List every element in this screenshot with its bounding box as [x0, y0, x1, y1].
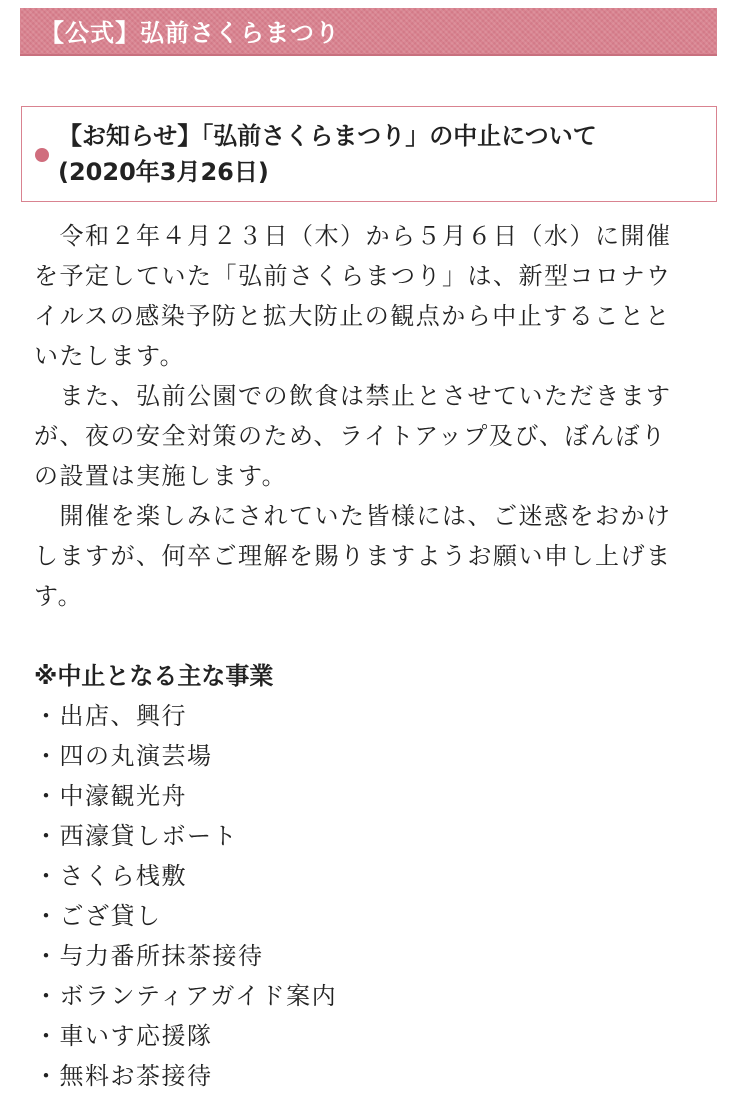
list-item: ・ござ貸し	[34, 902, 162, 930]
body-line: を予定していた「弘前さくらまつり」は、新型コロナウ	[34, 262, 672, 290]
list-item: ・四の丸演芸場	[34, 742, 213, 770]
notice-title-box	[21, 106, 717, 202]
body-line: しますが、何卒ご理解を賜りますようお願い申し上げま	[34, 542, 672, 570]
cancelled-events-list	[34, 696, 337, 1096]
body-line: が、夜の安全対策のため、ライトアップ及び、ぼんぼり	[34, 422, 667, 450]
list-item: ・与力番所抹茶接待	[34, 942, 264, 970]
body-line: す。	[34, 582, 84, 610]
announcement-body	[34, 216, 714, 616]
body-line: 令和２年４月２３日（木）から５月６日（水）に開催	[34, 222, 672, 250]
list-item: ・ボランティアガイド案内	[34, 982, 338, 1010]
cancelled-events-heading: ※中止となる主な事業	[34, 662, 274, 690]
list-item: ・無料お茶接待	[34, 1062, 213, 1090]
body-line: いたします。	[34, 342, 186, 370]
notice-title-line-1: 【お知らせ】「弘前さくらまつり」の中止について	[58, 122, 597, 150]
list-item: ・中濠観光舟	[34, 782, 187, 810]
notice-title	[58, 118, 708, 190]
list-item: ・さくら桟敷	[34, 862, 187, 890]
notice-title-date: (2020年3月26日)	[58, 158, 269, 186]
site-title[interactable]: 【公式】弘前さくらまつり	[40, 19, 340, 47]
site-header	[20, 8, 717, 56]
bullet-dot-icon	[35, 148, 49, 162]
body-line: イルスの感染予防と拡大防止の観点から中止することと	[34, 302, 671, 330]
body-line: の設置は実施します。	[34, 462, 288, 490]
body-line: また、弘前公園での飲食は禁止とさせていただきます	[34, 382, 672, 410]
list-item: ・西濠貸しボート	[34, 822, 238, 850]
list-item: ・出店、興行	[34, 702, 187, 730]
list-item: ・車いす応援隊	[34, 1022, 213, 1050]
body-line: 開催を楽しみにされていた皆様には、ご迷惑をおかけ	[34, 502, 672, 530]
